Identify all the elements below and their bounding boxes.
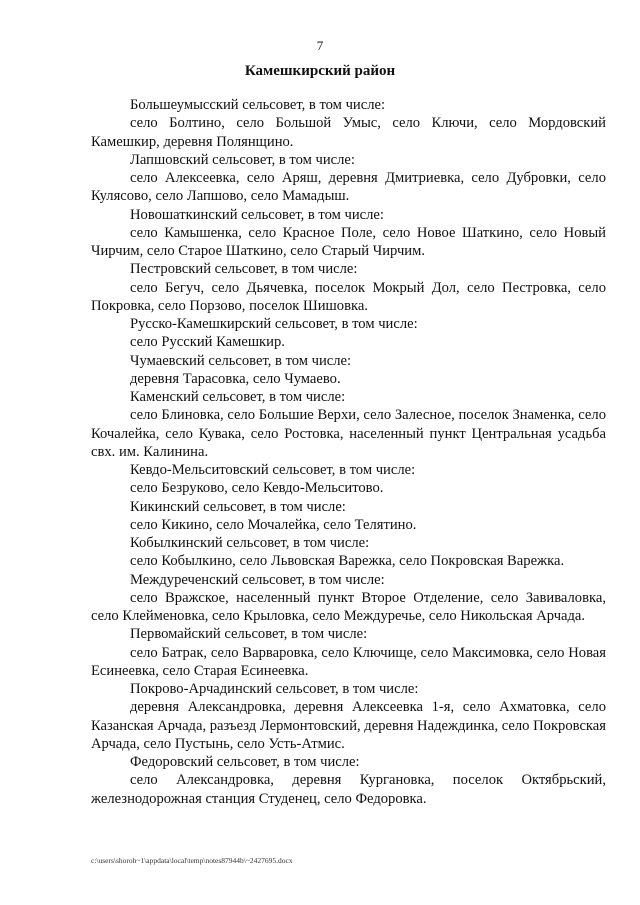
section-villages: село Бегуч, село Дьячевка, поселок Мокрый Дол, село Пестровка, село Покровка, село Порзово, поселок Шишовка. bbox=[91, 279, 606, 314]
district-list bbox=[91, 96, 606, 808]
section-villages: село Русский Камешкир. bbox=[130, 334, 285, 351]
section-villages: село Вражское, населенный пункт Второе Отделение, село Завиваловка, село Клейменовка, село Крыловка, село Междуречье, село Никольская Арчада. bbox=[91, 589, 606, 624]
section-head: Новошаткинский сельсовет, в том числе: bbox=[130, 206, 384, 223]
section-head: Междуреченский сельсовет, в том числе: bbox=[130, 571, 385, 588]
section-villages: село Батрак, село Варваровка, село Ключище, село Максимовка, село Новая Есинеевка, село Старая Есинеевка. bbox=[91, 644, 606, 679]
section-villages: село Алексеевка, село Аряш, деревня Дмитриевка, село Дубровки, село Кулясово, село Лапшово, село Мамадыш. bbox=[91, 170, 606, 205]
page-title: Камешкирский район bbox=[244, 63, 396, 79]
section-head: Кевдо-Мельситовский сельсовет, в том числе: bbox=[130, 462, 416, 478]
section-head: Большеумысский сельсовет, в том числе: bbox=[130, 97, 386, 113]
section-head: Первомайский сельсовет, в том числе: bbox=[130, 626, 368, 643]
section-head: Федоровский сельсовет, в том числе: bbox=[130, 754, 360, 770]
section-head: Кобылкинский сельсовет, в том числе: bbox=[130, 535, 370, 551]
section-villages: село Блиновка, село Большие Верхи, село Залесное, поселок Знаменка, село Кочалейка, село Кувака, село Ростовка, населенный пункт Центральная усадьба свх. им. Калинина. bbox=[91, 407, 606, 460]
section-head: Каменский сельсовет, в том числе: bbox=[130, 389, 346, 405]
section-villages: село Болтино, село Большой Умыс, село Ключи, село Мордовский Камешкир, деревня Полянщино. bbox=[91, 115, 606, 150]
page-number: 7 bbox=[316, 38, 324, 53]
section-villages: деревня Александровка, деревня Алексеевка 1-я, село Ахматовка, село Казанская Арчада, разъезд Лермонтовский, деревня Надеждинка, село Покровская Арчада, село Пустынь, село Усть-Атмис. bbox=[91, 699, 606, 752]
section-villages: село Камышенка, село Красное Поле, село Новое Шаткино, село Новый Чирчим, село Старое Шаткино, село Старый Чирчим. bbox=[91, 224, 606, 259]
section-head: Лапшовский сельсовет, в том числе: bbox=[130, 151, 355, 168]
footer-file-path: c:\users\shoroh~1\appdata\local\temp\notes87944b\~2427695.docx bbox=[91, 856, 293, 865]
section-head: Пестровский сельсовет, в том числе: bbox=[130, 261, 358, 278]
section-villages: село Безруково, село Кевдо-Мельситово. bbox=[130, 480, 384, 497]
section-villages: деревня Тарасовка, село Чумаево. bbox=[130, 370, 341, 387]
section-head: Покрово-Арчадинский сельсовет, в том числе: bbox=[130, 681, 419, 697]
section-villages: село Александровка, деревня Кургановка, поселок Октябрьский, железнодорожная станция Студенец, село Федоровка. bbox=[91, 772, 606, 807]
section-villages: село Кобылкино, село Львовская Варежка, село Покровская Варежка. bbox=[130, 553, 565, 570]
section-head: Чумаевский сельсовет, в том числе: bbox=[130, 352, 352, 369]
section-villages: село Кикино, село Мочалейка, село Телятино. bbox=[130, 516, 417, 533]
section-head: Кикинский сельсовет, в том числе: bbox=[130, 498, 346, 515]
section-head: Русско-Камешкирский сельсовет, в том числе: bbox=[130, 316, 418, 332]
